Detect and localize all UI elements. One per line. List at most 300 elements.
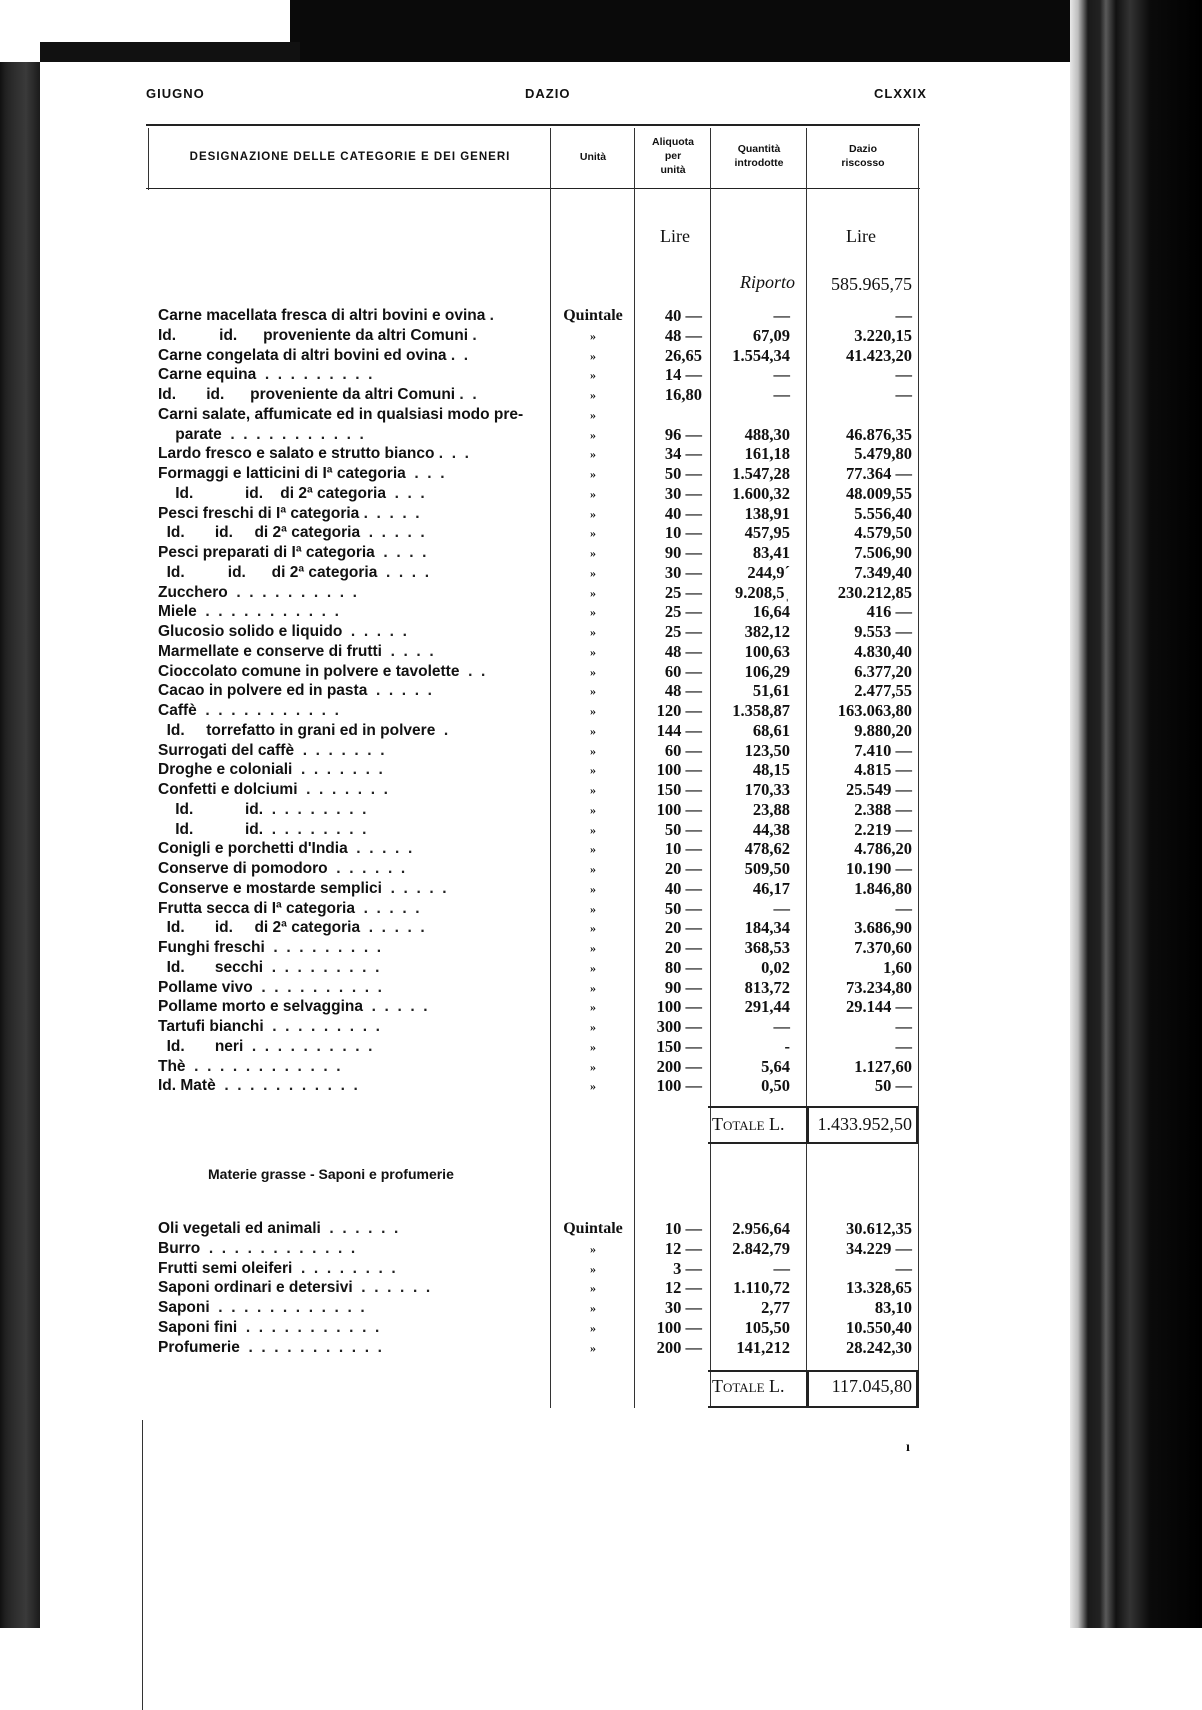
row-unit: »: [590, 407, 596, 422]
row-quantity: 141,212: [736, 1337, 790, 1357]
row-duty: 73.234,80: [846, 977, 912, 997]
row-rate: 60 —: [664, 740, 702, 760]
row-unit: »: [590, 1301, 596, 1316]
row-description-text: Id. Matè: [158, 1077, 216, 1095]
row-leader-dots: . . . . .: [360, 524, 425, 542]
row-rate: 300 —: [656, 1017, 702, 1036]
row-rate: 20 —: [664, 859, 702, 878]
row-rate: 30 —: [664, 1298, 702, 1318]
row-rate: 26,65: [664, 345, 702, 365]
row-duty: —: [895, 365, 912, 385]
row-unit: »: [590, 1321, 596, 1335]
row-description-text: Miele: [158, 603, 197, 621]
row-unit: »: [590, 447, 596, 462]
total2-value: 117.045,80: [831, 1376, 912, 1396]
row-description-text: Carne macellata fresca di altri bovini e ovina: [158, 307, 486, 324]
row-duty: 48.009,55: [846, 483, 912, 503]
row-leader-dots: . . .: [405, 465, 445, 482]
row-leader-dots: . . . . . .: [352, 1279, 431, 1297]
row-description-text: Frutti semi oleiferi: [158, 1259, 293, 1277]
row-leader-dots: . . . . .: [342, 623, 407, 640]
row-rate: 40 —: [664, 306, 702, 325]
row-unit: »: [590, 546, 596, 560]
row-unit: »: [590, 723, 596, 738]
row-quantity: —: [773, 1258, 790, 1278]
column-rule: [806, 128, 807, 1408]
row-description: [158, 622, 548, 642]
row-rate: 30 —: [664, 562, 702, 582]
row-unit: »: [590, 644, 596, 659]
row-leader-dots: . . . . . . . . . . .: [196, 702, 339, 719]
row-quantity: 5,64: [761, 1056, 790, 1076]
row-description-text: Id. id. di 2ª categoria: [158, 524, 361, 542]
row-rate: 50 —: [664, 898, 702, 918]
row-duty: 29.144 —: [846, 997, 912, 1017]
row-quantity: 2,77: [761, 1298, 790, 1318]
row-leader-dots: . . . . . . . . . . .: [237, 1319, 380, 1336]
row-description-text: Tartufi bianchi: [158, 1018, 264, 1035]
row-description: [158, 1219, 548, 1239]
row-unit: »: [590, 625, 596, 639]
row-duty: —: [895, 1017, 912, 1036]
row-duty: 2.477,55: [854, 681, 912, 701]
row-quantity: 2.956,64: [732, 1219, 790, 1238]
row-duty: 4.579,50: [854, 523, 912, 543]
row-description: [158, 741, 548, 761]
row-rate: 10 —: [664, 1219, 702, 1238]
row-duty: 2.388 —: [854, 799, 912, 819]
running-head-month: GIUGNO: [146, 86, 205, 101]
row-rate: 12 —: [664, 1278, 702, 1298]
row-description-text: Cacao in polvere ed in pasta: [158, 682, 368, 700]
row-description: [158, 602, 548, 622]
row-description: [158, 820, 548, 840]
row-rate: 40 —: [664, 503, 702, 523]
row-unit: »: [590, 941, 596, 955]
row-duty: 34.229 —: [846, 1238, 912, 1258]
row-quantity: 1.600,32: [732, 483, 790, 503]
column-rule: [634, 128, 635, 1408]
row-leader-dots: . . . . . . .: [292, 761, 383, 779]
row-unit: »: [590, 328, 596, 343]
header-rate-line2: per: [664, 150, 682, 162]
row-rate: 120 —: [656, 701, 702, 720]
row-leader-dots: . .: [459, 662, 486, 680]
row-rate: 150 —: [656, 1036, 702, 1056]
row-description-text: Caffè: [158, 702, 197, 719]
margin-mark: ı: [906, 1440, 910, 1455]
row-duty: 7.370,60: [854, 938, 912, 957]
row-quantity: 105,50: [744, 1318, 790, 1337]
row-rate: 80 —: [664, 957, 702, 977]
row-leader-dots: . . . . .: [359, 504, 420, 522]
row-description-text: Pesci freschi di Iª categoria: [158, 504, 360, 522]
row-rate: 48 —: [664, 641, 702, 661]
row-duty: 30.612,35: [846, 1219, 912, 1238]
row-quantity: -: [784, 1036, 790, 1056]
row-description: [158, 978, 548, 998]
row-duty: 5.556,40: [854, 503, 912, 523]
row-description: [158, 464, 548, 484]
row-description: [158, 839, 548, 859]
row-duty: —: [895, 385, 912, 404]
row-duty: —: [895, 898, 912, 918]
row-description-text: Conserve e mostarde semplici: [158, 879, 382, 897]
row-quantity: 1.358,87: [732, 701, 790, 720]
row-rate: 48 —: [664, 681, 702, 701]
row-rate: 20 —: [664, 918, 702, 938]
row-description: [158, 484, 548, 504]
row-leader-dots: . . .: [385, 484, 425, 502]
scan-dark-edge-top-left: [40, 42, 300, 64]
row-unit: »: [590, 368, 596, 383]
row-leader-dots: .: [468, 326, 477, 344]
row-description-text: Oli vegetali ed animali: [158, 1220, 321, 1237]
row-description: [158, 879, 548, 899]
row-description-text: Pollame vivo: [158, 978, 253, 996]
row-duty: —: [895, 1036, 912, 1056]
row-rate: 10 —: [664, 523, 702, 543]
row-rate: 96 —: [664, 424, 702, 444]
column-rule: [148, 128, 149, 190]
left-margin-rule: [142, 1420, 143, 1710]
row-duty: 3.686,90: [854, 918, 912, 938]
row-duty: 5.479,80: [854, 444, 912, 464]
row-rate: 50 —: [664, 819, 702, 839]
row-duty: 2.219 —: [854, 819, 912, 839]
row-description: [158, 1278, 548, 1298]
row-leader-dots: . . . . . . . . . . . .: [185, 1057, 341, 1075]
column-rule: [918, 128, 919, 1408]
row-quantity: —: [773, 365, 790, 385]
header-duty: [808, 142, 918, 170]
currency-duty: Lire: [846, 226, 876, 246]
row-description-text: parate: [158, 425, 222, 443]
row-description: [158, 405, 548, 425]
row-unit: »: [590, 783, 596, 797]
row-description: [158, 800, 548, 820]
row-leader-dots: . . . . . . . . . . . .: [209, 1299, 365, 1317]
row-unit: »: [590, 605, 596, 620]
row-description-text: Profumerie: [158, 1338, 240, 1356]
row-description-text: Id. id. di 2ª categoria: [158, 919, 361, 937]
row-quantity: 488,30: [744, 424, 790, 444]
scan-dark-edge-right: [1070, 0, 1202, 1628]
row-quantity: 23,88: [752, 799, 790, 819]
row-quantity: —: [773, 1017, 790, 1036]
header-rate-line1: Aliquota: [652, 136, 694, 148]
row-quantity: 382,12: [744, 622, 790, 641]
row-description: [158, 1259, 548, 1279]
row-quantity: 68,61: [752, 720, 790, 740]
row-description: [158, 1318, 548, 1338]
row-rate: 10 —: [664, 839, 702, 859]
row-unit: »: [590, 486, 596, 501]
row-unit: »: [590, 427, 596, 442]
row-leader-dots: . . .: [434, 445, 469, 463]
row-duty: —: [895, 1258, 912, 1278]
row-description-text: Carne equina: [158, 366, 257, 384]
row-description: [158, 1338, 548, 1358]
row-description: [158, 385, 548, 405]
row-description-text: Marmellate e conserve di frutti: [158, 642, 382, 660]
row-duty: 25.549 —: [846, 780, 912, 799]
row-duty: 83,10: [874, 1298, 912, 1318]
row-description-text: Thè: [158, 1057, 186, 1075]
row-leader-dots: . . . . . . . . .: [263, 958, 380, 976]
row-unit: »: [590, 743, 596, 758]
row-leader-dots: . . . . . . . . . .: [252, 978, 382, 996]
row-unit: »: [590, 467, 596, 481]
row-description: [158, 760, 548, 780]
row-leader-dots: . . . . . .: [320, 1220, 399, 1237]
row-duty: 9.880,20: [854, 720, 912, 740]
row-description: [158, 1057, 548, 1077]
row-description-text: Droghe e coloniali: [158, 761, 293, 779]
row-leader-dots: . . . . . . . . . . .: [239, 1338, 382, 1356]
row-description: [158, 583, 548, 603]
row-unit: »: [590, 901, 596, 916]
total1-value: 1.433.952,50: [817, 1114, 912, 1134]
row-unit: »: [590, 1039, 596, 1054]
header-unit: Unità: [579, 151, 607, 163]
row-description: [158, 346, 548, 366]
row-description: [158, 662, 548, 682]
row-description-text: Id. secchi: [158, 958, 264, 976]
row-rate: 90 —: [664, 543, 702, 562]
row-description: [158, 1239, 548, 1259]
scan-dark-edge-left: [0, 62, 40, 1628]
row-description: [158, 938, 548, 958]
row-description: [158, 997, 548, 1017]
row-rate: 150 —: [656, 780, 702, 799]
row-description-text: Carne congelata di altri bovini ed ovina: [158, 346, 447, 364]
row-description-text: Frutta secca di Iª categoria: [158, 899, 355, 917]
table-top-rule: [146, 124, 920, 126]
row-rate: 144 —: [656, 720, 702, 740]
row-quantity: 100,63: [744, 641, 790, 661]
row-rate: 90 —: [664, 977, 702, 997]
row-quantity: 0,02: [761, 957, 790, 977]
row-leader-dots: . . . . . . . . .: [264, 939, 382, 956]
row-quantity: 368,53: [744, 938, 790, 957]
row-leader-dots: . . . .: [374, 544, 427, 561]
header-rate-line3: unità: [660, 164, 686, 176]
row-leader-dots: . .: [446, 346, 469, 364]
row-leader-dots: . . . . .: [382, 879, 447, 897]
row-duty: 10.550,40: [846, 1318, 912, 1337]
row-description-text: Funghi freschi: [158, 939, 265, 956]
row-quantity: 106,29: [744, 661, 790, 681]
row-duty: 3.220,15: [854, 325, 912, 345]
row-leader-dots: .: [435, 721, 449, 739]
header-quantity-line2: introdotte: [734, 157, 784, 169]
total2-label: Totale L.: [712, 1376, 785, 1396]
row-unit: »: [590, 881, 596, 896]
row-unit: »: [590, 980, 596, 995]
row-rate: 14 —: [664, 365, 702, 385]
row-description-text: Pollame morto e selvaggina: [158, 998, 364, 1016]
row-description: [158, 306, 548, 326]
row-description: [158, 326, 548, 346]
scan-dark-edge-top: [290, 0, 1170, 62]
row-rate: 200 —: [656, 1337, 702, 1357]
row-duty: 7.506,90: [854, 543, 912, 562]
running-head-page-number: CLXXIX: [874, 86, 927, 101]
row-leader-dots: . . . . . . . . .: [256, 366, 373, 384]
header-duty-line2: riscosso: [841, 157, 885, 169]
row-quantity: 16,64: [752, 602, 790, 622]
row-leader-dots: . . . . . . . . . . . .: [200, 1239, 356, 1257]
row-rate: 100 —: [656, 1318, 702, 1337]
row-description-text: Id. id. proveniente da altri Comuni: [158, 326, 469, 344]
row-description: [158, 1037, 548, 1057]
row-leader-dots: . . . . . . . .: [263, 800, 367, 818]
row-duty: 10.190 —: [846, 859, 912, 878]
row-description: [158, 1298, 548, 1318]
row-unit: »: [590, 1261, 596, 1276]
row-description-text: Id. id. di 2ª categoria: [158, 563, 378, 581]
riporto-value: 585.965,75: [831, 274, 912, 294]
header-rate: [636, 135, 710, 177]
row-duty: 1,60: [883, 957, 912, 977]
row-unit: »: [590, 1281, 596, 1296]
row-quantity: 184,34: [744, 918, 790, 938]
row-duty: 1.846,80: [854, 878, 912, 898]
row-rate: 60 —: [664, 661, 702, 681]
row-unit: »: [590, 664, 596, 679]
row-rate: 200 —: [656, 1056, 702, 1076]
row-unit: »: [590, 506, 596, 521]
row-description: [158, 958, 548, 978]
row-unit: »: [590, 585, 596, 600]
row-duty: 41.423,20: [846, 345, 912, 365]
row-description-text: Id. id.: [158, 820, 264, 838]
row-unit: Quintale: [563, 307, 623, 324]
row-duty: 1.127,60: [854, 1056, 912, 1076]
row-unit: »: [590, 1020, 596, 1034]
row-leader-dots: . . . . . .: [327, 860, 406, 877]
row-rate: 25 —: [664, 622, 702, 641]
row-rate: 25 —: [664, 582, 702, 602]
row-rate: 100 —: [656, 760, 702, 780]
row-description: [158, 642, 548, 662]
row-duty: 46.876,35: [846, 424, 912, 444]
row-description: [158, 504, 548, 524]
row-unit: »: [590, 1059, 596, 1074]
row-unit: »: [590, 763, 596, 778]
row-quantity: 9.208,5ˌ: [735, 582, 790, 602]
row-description: [158, 899, 548, 919]
row-quantity: 1.554,34: [732, 345, 790, 365]
row-leader-dots: . . . . . . . . . .: [243, 1037, 373, 1055]
row-quantity: 67,09: [752, 325, 790, 345]
row-description: [158, 681, 548, 701]
row-duty: 50 —: [874, 1076, 912, 1096]
row-quantity: 46,17: [752, 878, 790, 898]
row-description-text: Conigli e porchetti d'India: [158, 840, 348, 858]
row-leader-dots: . . . . . . . . .: [263, 1018, 380, 1035]
row-rate: 16,80: [664, 385, 702, 404]
row-rate: 12 —: [664, 1238, 702, 1258]
row-description-text: Confetti e dolciumi: [158, 781, 298, 798]
row-duty: 28.242,30: [846, 1337, 912, 1357]
row-quantity: 138,91: [744, 503, 790, 523]
row-quantity: 291,44: [744, 997, 790, 1017]
row-description: [158, 1076, 548, 1096]
row-duty: 9.553 —: [854, 622, 912, 641]
row-leader-dots: . . . . .: [360, 919, 425, 937]
row-description-text: Formaggi e latticini di Iª categoria: [158, 465, 406, 482]
row-description-text: Id. id. di 2ª categoria: [158, 484, 386, 502]
row-description: [158, 543, 548, 563]
row-rate: 25 —: [664, 602, 702, 622]
row-description-text: Saponi fini: [158, 1319, 238, 1336]
row-rate: 100 —: [656, 1076, 702, 1096]
row-quantity: 51,61: [752, 681, 790, 701]
row-unit: »: [590, 921, 596, 936]
row-unit: »: [590, 565, 596, 580]
row-unit: »: [590, 842, 596, 857]
row-description-text: Cioccolato comune in polvere e tavolette: [158, 662, 460, 680]
row-leader-dots: . . . . . . . .: [292, 1259, 396, 1277]
row-quantity: —: [773, 898, 790, 918]
row-quantity: 161,18: [744, 444, 790, 464]
header-duty-line1: Dazio: [848, 143, 877, 155]
section2-title: Materie grasse - Saponi e profumerie: [208, 1166, 454, 1182]
row-leader-dots: . . . . . . . .: [263, 820, 367, 838]
row-rate: 20 —: [664, 938, 702, 957]
row-rate: 34 —: [664, 444, 702, 464]
row-unit: »: [590, 348, 596, 363]
row-description: [158, 1017, 548, 1037]
row-unit: »: [590, 704, 596, 718]
row-duty: 230.212,85: [837, 582, 912, 602]
row-description: [158, 563, 548, 583]
row-leader-dots: . .: [455, 386, 477, 403]
total1-label: Totale L.: [712, 1114, 785, 1134]
row-rate: 30 —: [664, 483, 702, 503]
column-rule: [550, 128, 551, 1408]
row-leader-dots: . . . .: [381, 642, 434, 660]
row-unit: Quintale: [563, 1220, 623, 1237]
row-unit: »: [590, 1241, 596, 1256]
row-quantity: —: [773, 306, 790, 325]
row-unit: »: [590, 684, 596, 699]
row-duty: 7.349,40: [854, 562, 912, 582]
row-rate: 100 —: [656, 799, 702, 819]
row-quantity: 457,95: [744, 523, 790, 543]
row-description-text: Surrogati del caffè: [158, 741, 295, 759]
row-leader-dots: . . . . . . .: [294, 741, 385, 759]
row-description: [158, 780, 548, 800]
row-unit: »: [590, 960, 596, 975]
row-description: [158, 918, 548, 938]
row-description: [158, 859, 548, 879]
row-duty: 4.815 —: [854, 760, 912, 780]
row-duty: 163.063,80: [837, 701, 912, 720]
row-leader-dots: . . . .: [377, 563, 430, 581]
row-leader-dots: .: [485, 307, 494, 324]
row-description-text: Saponi ordinari e detersivi: [158, 1279, 353, 1297]
row-description: [158, 701, 548, 721]
row-rate: 3 —: [673, 1258, 702, 1278]
row-description-text: Zucchero: [158, 583, 228, 601]
row-leader-dots: . . . . . . . . . . .: [221, 425, 364, 443]
row-duty: 6.377,20: [854, 661, 912, 681]
row-description-text: Lardo fresco e salato e strutto bianco: [158, 445, 435, 463]
row-description-text: Pesci preparati di Iª categoria: [158, 544, 375, 561]
